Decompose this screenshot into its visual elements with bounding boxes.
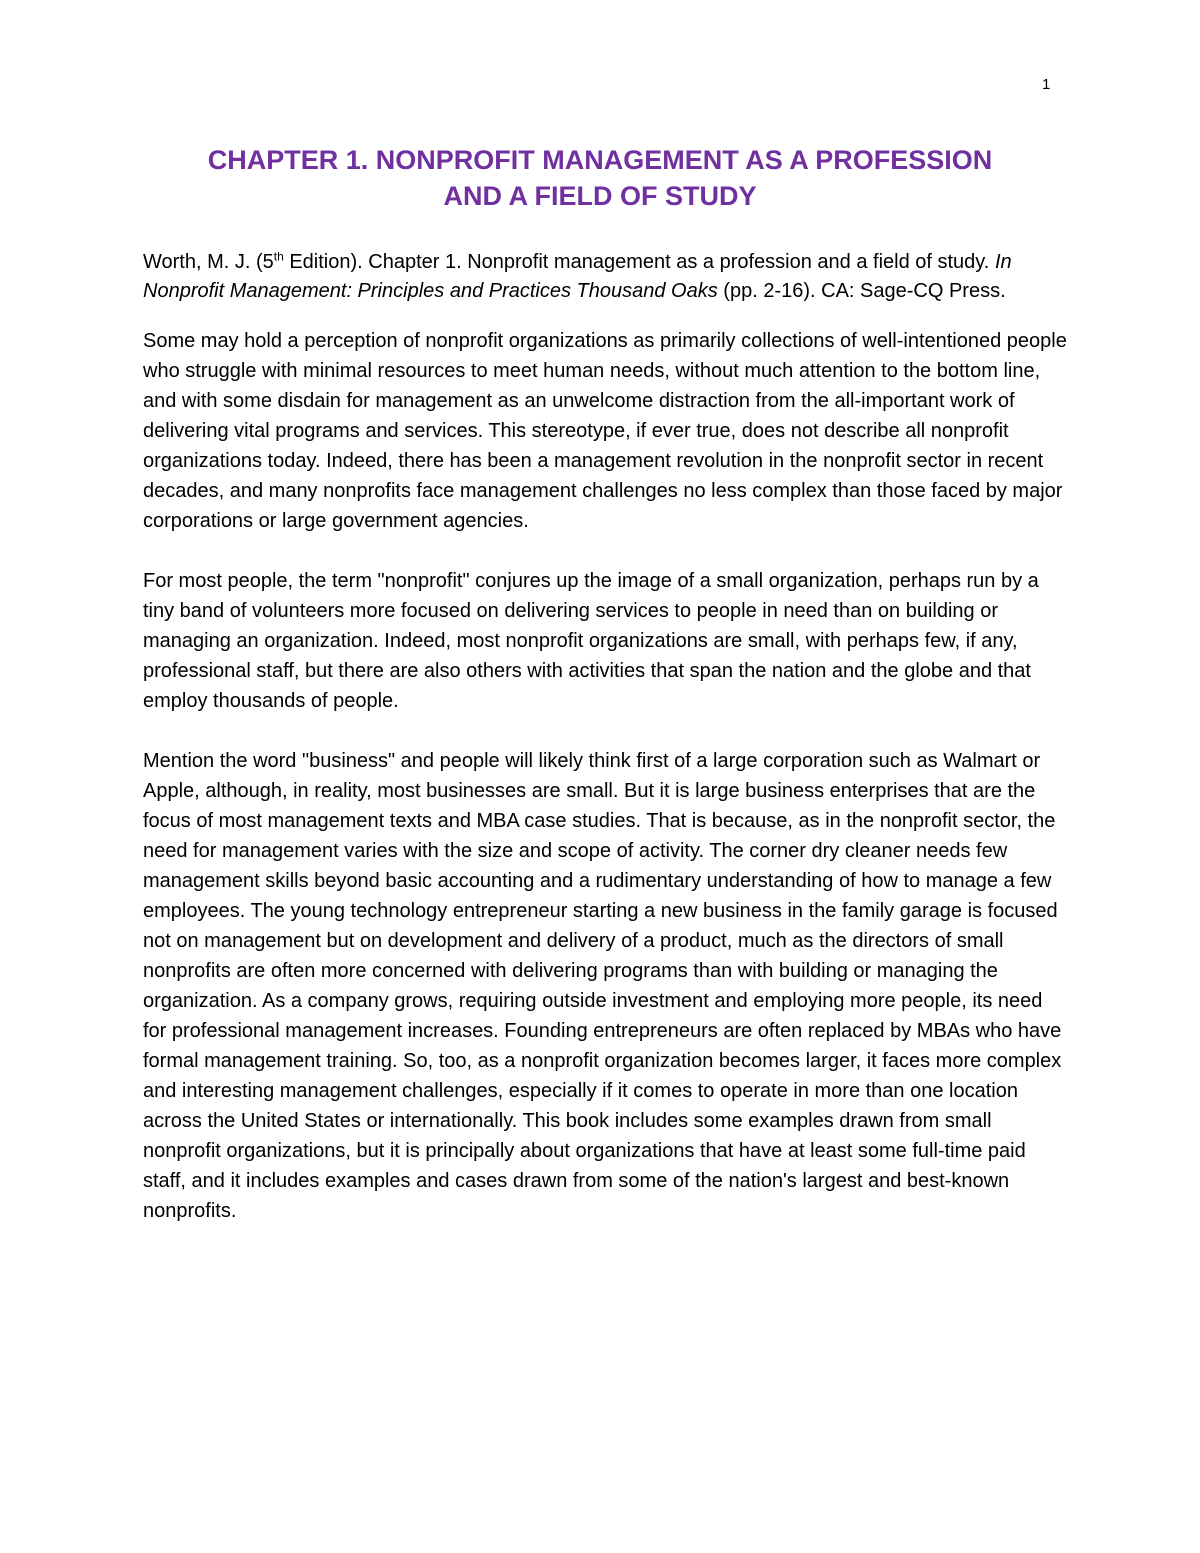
citation-book-title: In Nonprofit Management: Principles and Practices Thousand Oaks: [143, 251, 1012, 302]
chapter-title-line-1: CHAPTER 1. NONPROFIT MANAGEMENT AS A PROFESSION: [207, 145, 993, 175]
paragraph-2: For most people, the term "nonprofit" conjures up the image of a small organization, perhaps run by a tiny band of volunteers more focused on delivering services to people in need than on building or managing an organization. Indeed, most nonprofit organizations are small, with perhaps few, if any, professional staff, but there are also others with activities that span the nation and the globe and that employ thousands of people.: [143, 570, 1039, 712]
chapter-title: [120, 142, 1080, 214]
citation-chapter: Edition). Chapter 1. Nonprofit management as a profession and a field of study.: [283, 251, 995, 273]
citation-publisher: (pp. 2-16). CA: Sage-CQ Press.: [717, 280, 1006, 302]
paragraph-1: Some may hold a perception of nonprofit organizations as primarily collections of well-intentioned people who struggle with minimal resources to meet human needs, without much attention to the bottom line, and with some disdain for management as an unwelcome distraction from the all-important work of delivering vital programs and services. This stereotype, if ever true, does not describe all nonprofit organizations today. Indeed, there has been a management revolution in the nonprofit sector in recent decades, and many nonprofits face management challenges no less complex than those faced by major corporations or large government agencies.: [143, 330, 1067, 532]
page-number: 1: [1042, 76, 1051, 93]
citation-superscript: th: [273, 249, 284, 264]
citation-author: Worth, M. J. (5: [143, 251, 274, 273]
citation: [143, 248, 1068, 306]
chapter-title-line-2: AND A FIELD OF STUDY: [443, 181, 757, 211]
paragraph-3: Mention the word "business" and people will likely think first of a large corporation such as Walmart or Apple, although, in reality, most businesses are small. But it is large business enterprises that are the focus of most management texts and MBA case studies. That is because, as in the nonprofit sector, the need for management varies with the size and scope of activity. The corner dry cleaner needs few management skills beyond basic accounting and a rudimentary understanding of how to manage a few employees. The young technology entrepreneur starting a new business in the family garage is focused not on management but on development and delivery of a product, much as the directors of small nonprofits are often more concerned with delivering programs than with building or managing the organization. As a company grows, requiring outside investment and employing more people, its need for professional management increases. Founding entrepreneurs are often replaced by MBAs who have formal management training. So, too, as a nonprofit organization becomes larger, it faces more complex and interesting management challenges, especially if it comes to operate in more than one location across the United States or internationally. This book includes some examples drawn from small nonprofit organizations, but it is principally about organizations that have at least some full-time paid staff, and it includes examples and cases drawn from some of the nation's largest and best-known nonprofits.: [143, 750, 1062, 1222]
document-body: [143, 248, 1068, 1256]
